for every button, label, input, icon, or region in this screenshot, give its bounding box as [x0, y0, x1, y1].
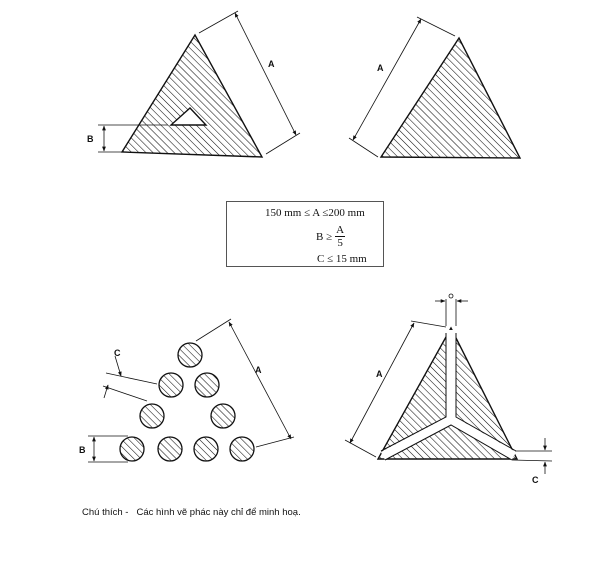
formula-line-c: C ≤ 15 mm — [317, 253, 367, 265]
ext-line-a-bottom-3 — [256, 437, 294, 447]
ext-line-c-2-4 — [512, 460, 552, 461]
ext-line-c-2-3 — [103, 386, 147, 401]
caption-key: Chú thích - — [82, 507, 129, 518]
fig-solid-triangle — [349, 17, 520, 158]
bar-circle — [211, 404, 235, 428]
ext-line-a-top-3 — [196, 319, 231, 341]
fig-split-triangle — [345, 294, 552, 485]
bar-circle — [140, 404, 164, 428]
bar-circle — [195, 373, 219, 397]
label-c-4: C — [532, 475, 539, 485]
dimension-formula-box — [226, 201, 384, 267]
fraction-numerator: A — [336, 224, 345, 236]
bar-circle — [230, 437, 254, 461]
ext-line-a-bottom-2 — [349, 138, 378, 157]
formula-line-a: 150 mm ≤ A ≤200 mm — [265, 207, 365, 219]
label-b-1: B — [87, 134, 94, 144]
dim-line-c-3 — [115, 356, 121, 376]
ext-line-a-top-2 — [417, 17, 455, 36]
marker-dot — [449, 294, 453, 298]
caption — [82, 507, 301, 518]
fig-stacked-bars — [79, 319, 294, 462]
formula-line-b — [316, 224, 345, 249]
dim-line-a-1 — [235, 13, 296, 135]
label-a-4: A — [376, 369, 383, 379]
label-a-1: A — [268, 59, 275, 69]
ext-line-a-bottom-1 — [266, 133, 300, 154]
label-a-2: A — [377, 63, 384, 73]
ext-line-a-top-1 — [199, 11, 238, 33]
label-c-3: C — [114, 348, 121, 358]
bar-circle — [194, 437, 218, 461]
solid-triangle-shape — [381, 38, 520, 158]
label-b-3: B — [79, 445, 86, 455]
dim-line-a-3 — [229, 322, 291, 439]
bar-circle — [178, 343, 202, 367]
caption-text: Các hình vẽ phác này chỉ để minh hoạ. — [136, 507, 301, 518]
formula-fraction — [335, 224, 345, 249]
ext-line-a-top-4 — [411, 321, 446, 327]
fraction-denominator: 5 — [337, 237, 343, 249]
bar-circle — [120, 437, 144, 461]
hollow-triangle-shape — [122, 35, 262, 157]
formula-b-prefix: B ≥ — [316, 230, 333, 243]
fig-hollow-triangle — [87, 11, 300, 157]
bar-circle — [159, 373, 183, 397]
label-a-3: A — [255, 365, 262, 375]
ext-line-a-bottom-4 — [345, 440, 376, 457]
ext-line-c-1-3 — [106, 373, 157, 384]
bar-circle — [158, 437, 182, 461]
